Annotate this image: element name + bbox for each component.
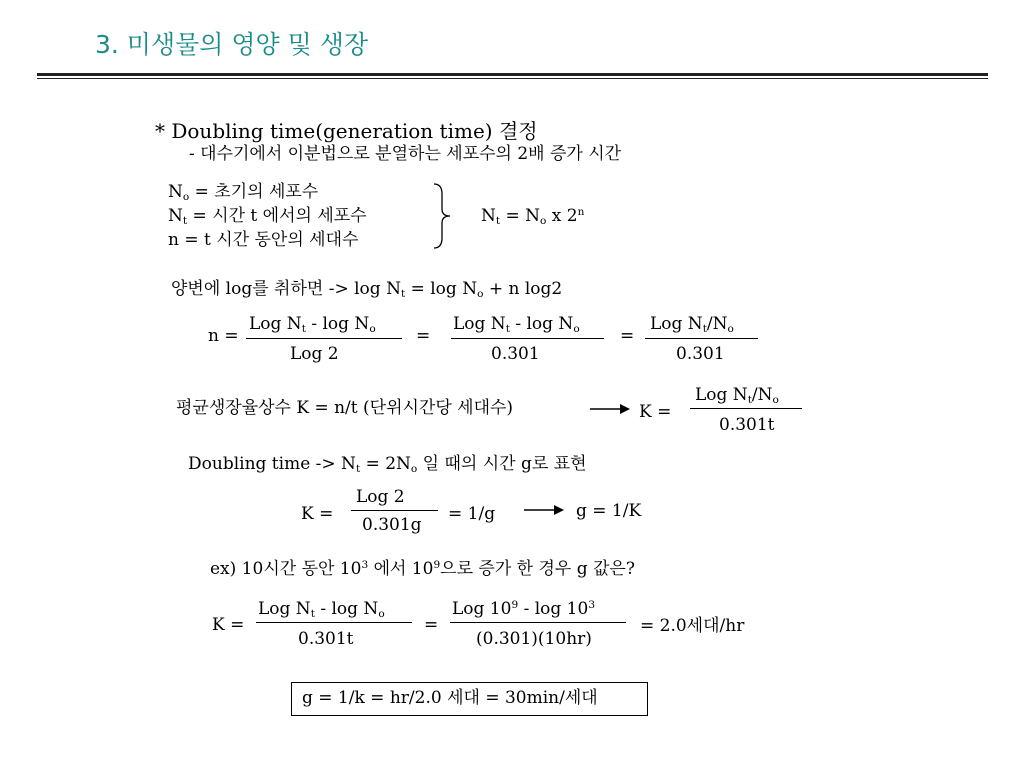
growth-rate-num: Log $N_t/N_o$ <box>695 385 779 407</box>
def-n: n = t 시간 동안의 세대수 <box>168 230 359 250</box>
eq-n-frac1-bar <box>246 338 402 339</box>
slide-title: 3. 미생물의 영양 및 생장 <box>95 30 368 59</box>
eq-ex-frac2-bar <box>450 622 626 623</box>
eq-ex-frac2-den: (0.301)(10hr) <box>476 629 592 649</box>
eq-n-frac3-num: Log $N_t/N_o$ <box>650 314 734 336</box>
doubling-time-line: Doubling time -> $N_t = 2N_o$ 일 때의 시간 g로 표현 <box>188 454 587 476</box>
eq-n-frac3-den: 0.301 <box>676 344 725 364</box>
growth-rate-bar <box>690 408 802 409</box>
growth-rate-label: 평균생장율상수 K = n/t (단위시간당 세대수) <box>176 398 514 418</box>
def-no: $N_o$ = 초기의 세포수 <box>168 182 319 204</box>
eq-n-frac2-den: 0.301 <box>491 344 540 364</box>
log-transform-line: 양변에 log를 취하면 -> $\log N_t = \log N_o + n$ log2 <box>171 279 563 301</box>
eq-ex-lhs: K = <box>212 615 245 635</box>
eq-n-frac2-bar <box>451 338 604 339</box>
eq-g-lhs: K = <box>301 504 334 524</box>
eq-ex-frac1-num: Log $N_t$ - $\log N_o$ <box>258 599 385 621</box>
title-divider-thin <box>37 78 988 79</box>
eq-n-frac1-den: Log 2 <box>290 344 339 364</box>
eq-g-rhs: = 1/g <box>448 504 496 524</box>
growth-rate-lhs: K = <box>639 402 672 422</box>
bullet-mark: * <box>155 119 165 143</box>
eq-n-frac1-num: Log $N_t$ - $\log N_o$ <box>249 314 376 336</box>
def-nt: $N_t$ = 시간 t 에서의 세포수 <box>168 206 367 228</box>
eq-n-equals1: = <box>416 326 431 346</box>
eq-ex-frac1-bar <box>256 622 412 623</box>
eq-n-equals2: = <box>620 326 635 346</box>
eq-n-frac2-num: Log $N_t$ - $\log N_o$ <box>453 314 580 336</box>
curly-brace <box>430 182 454 250</box>
arrow-right-icon <box>590 402 630 416</box>
eq-ex-frac1-den: 0.301t <box>298 629 354 649</box>
title-divider-thick <box>37 73 988 76</box>
section-heading <box>155 121 538 141</box>
eq-g-num: Log 2 <box>356 487 405 507</box>
growth-rate-den: 0.301t <box>719 415 775 435</box>
example-question: ex) 10시간 동안 $10^3$ 에서 $10^9$으로 증가 한 경우 g 값은? <box>210 559 635 579</box>
eq-ex-rhs: = 2.0세대/hr <box>640 616 745 636</box>
eq-g-bar <box>351 510 438 511</box>
heading-text: Doubling time(generation time) 결정 <box>171 119 538 143</box>
eq-n-lhs: n = <box>208 326 239 346</box>
eq-ex-frac2-num: Log $10^9$ - $\log 10^3$ <box>452 599 596 619</box>
eq-g-result: g = 1/K <box>576 501 642 521</box>
growth-formula: $N_t = N_o$ x 2$^n$ <box>481 206 585 228</box>
arrow-right-icon <box>524 503 564 517</box>
eq-ex-equals: = <box>424 615 439 635</box>
eq-n-frac3-bar <box>645 338 758 339</box>
answer-text: g = 1/k = hr/2.0 세대 = 30min/세대 <box>302 688 598 708</box>
eq-g-den: 0.301g <box>362 515 422 535</box>
section-subheading: - 대수기에서 이분법으로 분열하는 세포수의 2배 증가 시간 <box>189 144 622 164</box>
